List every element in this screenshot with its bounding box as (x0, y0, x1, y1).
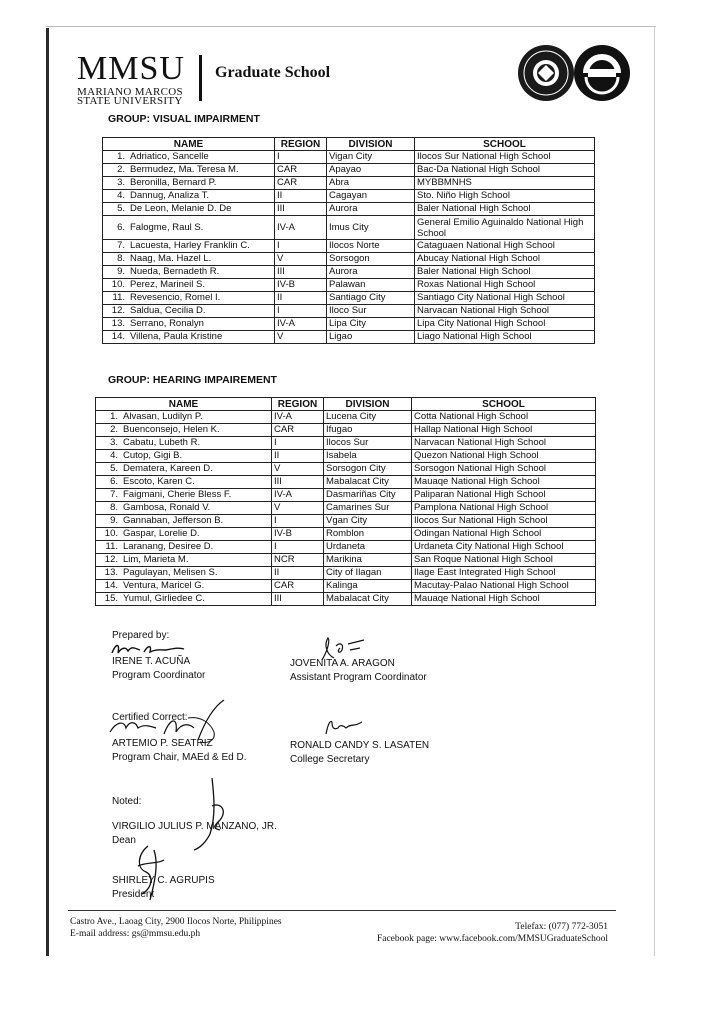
cell-division: Ilocos Norte (327, 240, 415, 253)
cell-school: Ilocos Sur National High School (415, 151, 595, 164)
cell-name (96, 567, 272, 580)
cell-name (96, 437, 272, 450)
cell-school: Sorsogon National High School (412, 463, 596, 476)
cell-school: Liago National High School (415, 331, 595, 344)
cell-school: Cataguaen National High School (415, 240, 595, 253)
cell-name (103, 305, 275, 318)
row-number: 3. (110, 437, 118, 448)
cell-school: Baler National High School (415, 266, 595, 279)
table-row (96, 515, 596, 528)
cell-school: Odingan National High School (412, 528, 596, 541)
table-row (103, 203, 595, 216)
cell-name (103, 318, 275, 331)
hearing-table-body (96, 411, 596, 606)
row-number: 13. (111, 318, 125, 329)
person-name: Bermudez, Ma. Teresa M. (130, 164, 239, 175)
row-number: 7. (117, 240, 125, 251)
page-edge-top (46, 26, 656, 27)
row-number: 1. (117, 151, 125, 162)
column-header-school: SCHOOL (412, 398, 596, 411)
row-number: 7. (110, 489, 118, 500)
person-name: Lacuesta, Harley Franklin C. (130, 240, 250, 251)
cell-region: II (272, 450, 324, 463)
jovenita-title: Assistant Program Coordinator (290, 672, 427, 683)
cell-division: Santiago City (327, 292, 415, 305)
table-row (96, 463, 596, 476)
person-name: Gambosa, Ronald V. (123, 502, 211, 513)
cell-region: I (275, 305, 327, 318)
column-header-region: REGION (275, 138, 327, 151)
column-header-region: REGION (272, 398, 324, 411)
cell-name (103, 266, 275, 279)
table-row (103, 305, 595, 318)
cell-name (96, 411, 272, 424)
virgilio-title: Dean (112, 835, 136, 846)
row-number: 8. (110, 502, 118, 513)
cell-name (103, 177, 275, 190)
table-row (96, 476, 596, 489)
person-name: Revesencio, Romel I. (130, 292, 221, 303)
cell-name (103, 216, 275, 240)
cell-division: Lucena City (324, 411, 412, 424)
cell-region: IV-A (272, 489, 324, 502)
noted-label: Noted: (112, 796, 142, 807)
visual-group-title: GROUP: VISUAL IMPAIRMENT (108, 113, 260, 125)
artemio-name: ARTEMIO P. SEATRIZ (112, 738, 213, 749)
cell-division: Vigan City (327, 151, 415, 164)
virgilio-signature (190, 776, 240, 852)
person-name: Gannaban, Jefferson B. (123, 515, 224, 526)
cell-name (96, 593, 272, 606)
cell-name (96, 450, 272, 463)
person-name: Saldua, Cecilia D. (130, 305, 206, 316)
row-number: 12. (104, 554, 118, 565)
cell-name (103, 190, 275, 203)
cell-region: IV-B (272, 528, 324, 541)
cell-name (96, 463, 272, 476)
footer-address: Castro Ave., Laoag City, 2900 Ilocos Norte, Philippines (70, 917, 282, 927)
row-number: 4. (110, 450, 118, 461)
cell-name (96, 528, 272, 541)
cell-division: Lipa City (327, 318, 415, 331)
ronald-title: College Secretary (290, 754, 370, 765)
table-row (103, 266, 595, 279)
table-row (103, 253, 595, 266)
cell-name (96, 424, 272, 437)
cell-school: Ilage East Integrated High School (412, 567, 596, 580)
table-row (96, 528, 596, 541)
cell-school: Pamplona National High School (412, 502, 596, 515)
cell-name (103, 253, 275, 266)
cell-name (103, 164, 275, 177)
cell-region: II (275, 292, 327, 305)
row-number: 2. (117, 164, 125, 175)
table-row (103, 331, 595, 344)
cell-name (96, 554, 272, 567)
table-row (103, 151, 595, 164)
footer-telefax: Telefax: (077) 772-3051 (515, 922, 608, 932)
cell-name (96, 580, 272, 593)
cell-school: Macutay-Palao National High School (412, 580, 596, 593)
table-row (103, 292, 595, 305)
person-name: Pagulayan, Melisen S. (123, 567, 218, 578)
cell-region: V (272, 502, 324, 515)
cell-region: I (272, 541, 324, 554)
column-header-name: NAME (103, 138, 275, 151)
cell-school: Baler National High School (415, 203, 595, 216)
table-row (96, 489, 596, 502)
cell-division: Sorsogon (327, 253, 415, 266)
cell-school: Narvacan National High School (412, 437, 596, 450)
cell-region: I (272, 515, 324, 528)
person-name: Ventura, Maricel G. (123, 580, 205, 591)
table-row (96, 593, 596, 606)
person-name: Adriatico, Sancelle (130, 151, 209, 162)
cell-division: Camarines Sur (324, 502, 412, 515)
cell-school: San Roque National High School (412, 554, 596, 567)
table-row (103, 216, 595, 240)
cell-school: Paliparan National High School (412, 489, 596, 502)
cell-name (103, 203, 275, 216)
cell-division: Aurora (327, 203, 415, 216)
row-number: 5. (110, 463, 118, 474)
cell-division: Cagayan (327, 190, 415, 203)
footer-divider (68, 910, 616, 911)
cell-region: CAR (272, 424, 324, 437)
table-row (96, 450, 596, 463)
cell-name (103, 292, 275, 305)
person-name: Laranang, Desiree D. (123, 541, 214, 552)
table-row (96, 567, 596, 580)
person-name: Cutop, Gigi B. (123, 450, 183, 461)
cell-division: Ilocos Sur (324, 437, 412, 450)
cell-school: General Emilio Aguinaldo National High School (415, 216, 595, 240)
table-row (96, 554, 596, 567)
cell-name (96, 515, 272, 528)
seal-icon (516, 44, 632, 102)
cell-region: IV-A (275, 216, 327, 240)
cell-division: Abra (327, 177, 415, 190)
cell-school: Bac-Da National High School (415, 164, 595, 177)
cell-region: V (275, 253, 327, 266)
cell-region: II (275, 190, 327, 203)
row-number: 8. (117, 253, 125, 264)
cell-school: Quezon National High School (412, 450, 596, 463)
person-name: Dannug, Analiza T. (130, 190, 210, 201)
cell-region: IV-A (275, 318, 327, 331)
cell-school: Santiago City National High School (415, 292, 595, 305)
row-number: 10. (111, 279, 125, 290)
cell-name (103, 240, 275, 253)
cell-name (96, 502, 272, 515)
row-number: 6. (110, 476, 118, 487)
page-edge-right (654, 26, 655, 956)
table-row (96, 541, 596, 554)
person-name: Dematera, Kareen D. (123, 463, 213, 474)
table-row (96, 411, 596, 424)
table-row (103, 240, 595, 253)
person-name: Buenconsejo, Helen K. (123, 424, 220, 435)
row-number: 1. (110, 411, 118, 422)
cell-region: IV-B (275, 279, 327, 292)
cell-name (96, 476, 272, 489)
cell-region: III (272, 476, 324, 489)
ronald-name: RONALD CANDY S. LASATEN (290, 740, 430, 751)
shirley-title: President (112, 889, 155, 900)
cell-region: IV-A (272, 411, 324, 424)
cell-region: I (275, 240, 327, 253)
hearing-impairment-table (95, 397, 596, 606)
column-header-school: SCHOOL (415, 138, 595, 151)
table-row (96, 580, 596, 593)
cell-region: V (272, 463, 324, 476)
cell-division: Aurora (327, 266, 415, 279)
person-name: De Leon, Melanie D. De (130, 203, 232, 214)
row-number: 11. (112, 292, 125, 303)
letterhead-divider (199, 55, 202, 101)
cell-division: City of Ilagan (324, 567, 412, 580)
cell-school: Hallap National High School (412, 424, 596, 437)
table-row (103, 279, 595, 292)
cell-region: III (272, 593, 324, 606)
page-edge-left (46, 28, 49, 956)
cell-region: II (272, 567, 324, 580)
cell-division: Palawan (327, 279, 415, 292)
person-name: Faigmani, Cherie Bless F. (123, 489, 232, 500)
irene-name: IRENE T. ACUÑA (112, 656, 191, 667)
table-row (103, 164, 595, 177)
cell-name (103, 331, 275, 344)
person-name: Naag, Ma. Hazel L. (130, 253, 212, 264)
person-name: Villena, Paula Kristine (130, 331, 223, 342)
cell-region: III (275, 266, 327, 279)
shirley-name: SHIRLEY C. AGRUPIS (112, 875, 215, 886)
cell-region: CAR (272, 580, 324, 593)
cell-division: Urdaneta (324, 541, 412, 554)
cell-name (103, 151, 275, 164)
row-number: 3. (117, 177, 125, 188)
person-name: Yumul, Girliedee C. (123, 593, 205, 604)
person-name: Nueda, Bernadeth R. (130, 266, 220, 277)
person-name: Beronilla, Bernard P. (130, 177, 217, 188)
cell-division: Ifugao (324, 424, 412, 437)
cell-division: Imus City (327, 216, 415, 240)
cell-name (96, 489, 272, 502)
cell-division: Apayao (327, 164, 415, 177)
person-name: Escoto, Karen C. (123, 476, 195, 487)
cell-school: Abucay National High School (415, 253, 595, 266)
cell-school: Urdaneta City National High School (412, 541, 596, 554)
row-number: 11. (105, 541, 118, 552)
cell-school: Mauaqe National High School (412, 593, 596, 606)
row-number: 14. (104, 580, 118, 591)
cell-school: Lipa City National High School (415, 318, 595, 331)
table-row (96, 437, 596, 450)
row-number: 10. (104, 528, 118, 539)
hearing-group-title: GROUP: HEARING IMPAIREMENT (108, 374, 277, 386)
cell-division: Iloco Sur (327, 305, 415, 318)
table-row (103, 177, 595, 190)
column-header-division: DIVISION (324, 398, 412, 411)
cell-school: Narvacan National High School (415, 305, 595, 318)
visual-impairment-table (102, 137, 595, 344)
cell-region: CAR (275, 164, 327, 177)
prepared-by-label: Prepared by: (112, 630, 170, 641)
cell-division: Kalinga (324, 580, 412, 593)
cell-region: NCR (272, 554, 324, 567)
artemio-title: Program Chair, MAEd & Ed D. (112, 752, 247, 763)
cell-school: Mauaqe National High School (412, 476, 596, 489)
table-row (96, 502, 596, 515)
cell-division: Mabalacat City (324, 593, 412, 606)
cell-region: III (275, 203, 327, 216)
row-number: 15. (104, 593, 118, 604)
footer-facebook: Facebook page: www.facebook.com/MMSUGraduateSchool (376, 934, 608, 944)
person-name: Cabatu, Lubeth R. (123, 437, 201, 448)
table-row (103, 190, 595, 203)
person-name: Lim, Marieta M. (123, 554, 189, 565)
cell-division: Ligao (327, 331, 415, 344)
row-number: 9. (110, 515, 118, 526)
cell-school: Cotta National High School (412, 411, 596, 424)
table-row (103, 318, 595, 331)
row-number: 14. (111, 331, 125, 342)
table-row (96, 424, 596, 437)
row-number: 12. (111, 305, 125, 316)
row-number: 4. (117, 190, 125, 201)
university-logo-text: MMSU (77, 50, 185, 87)
irene-title: Program Coordinator (112, 670, 206, 681)
cell-region: V (275, 331, 327, 344)
person-name: Perez, Marineil S. (130, 279, 205, 290)
cell-school: Ilocos Sur National High School (412, 515, 596, 528)
cell-division: Dasmariñas City (324, 489, 412, 502)
visual-table-body (103, 151, 595, 344)
cell-region: CAR (275, 177, 327, 190)
cell-region: I (272, 437, 324, 450)
irene-signature (110, 641, 186, 657)
cell-school: MYBBMNHS (415, 177, 595, 190)
cell-division: Marikina (324, 554, 412, 567)
table-header-row (96, 398, 596, 411)
cell-name (96, 541, 272, 554)
unit-name: Graduate School (215, 64, 331, 81)
cell-division: Vgan City (324, 515, 412, 528)
row-number: 13. (104, 567, 118, 578)
column-header-division: DIVISION (327, 138, 415, 151)
row-number: 9. (117, 266, 125, 277)
university-name-line1: MARIANO MARCOS (77, 86, 183, 98)
row-number: 2. (110, 424, 118, 435)
university-seals (516, 44, 632, 102)
university-name-line2: STATE UNIVERSITY (77, 95, 183, 107)
cell-name (103, 279, 275, 292)
row-number: 6. (117, 221, 125, 233)
certified-correct-label: Certified Correct: (112, 712, 188, 723)
cell-division: Isabela (324, 450, 412, 463)
person-name: Serrano, Ronalyn (130, 318, 204, 329)
virgilio-name: VIRGILIO JULIUS P. MANZANO, JR. (112, 821, 277, 832)
cell-division: Sorsogon City (324, 463, 412, 476)
person-name: Alvasan, Ludilyn P. (123, 411, 203, 422)
cell-region: I (275, 151, 327, 164)
cell-school: Roxas National High School (415, 279, 595, 292)
footer-email: E-mail address: gs@mmsu.edu.ph (70, 929, 201, 939)
cell-division: Romblon (324, 528, 412, 541)
column-header-name: NAME (96, 398, 272, 411)
cell-school: Sto. Niño High School (415, 190, 595, 203)
table-header-row (103, 138, 595, 151)
person-name: Gaspar, Lorelie D. (123, 528, 200, 539)
ronald-signature (324, 718, 364, 736)
jovenita-name: JOVENITA A. ARAGON (290, 658, 395, 669)
cell-division: Mabalacat City (324, 476, 412, 489)
person-name: Falogme, Raul S. (130, 221, 204, 233)
row-number: 5. (117, 203, 125, 214)
